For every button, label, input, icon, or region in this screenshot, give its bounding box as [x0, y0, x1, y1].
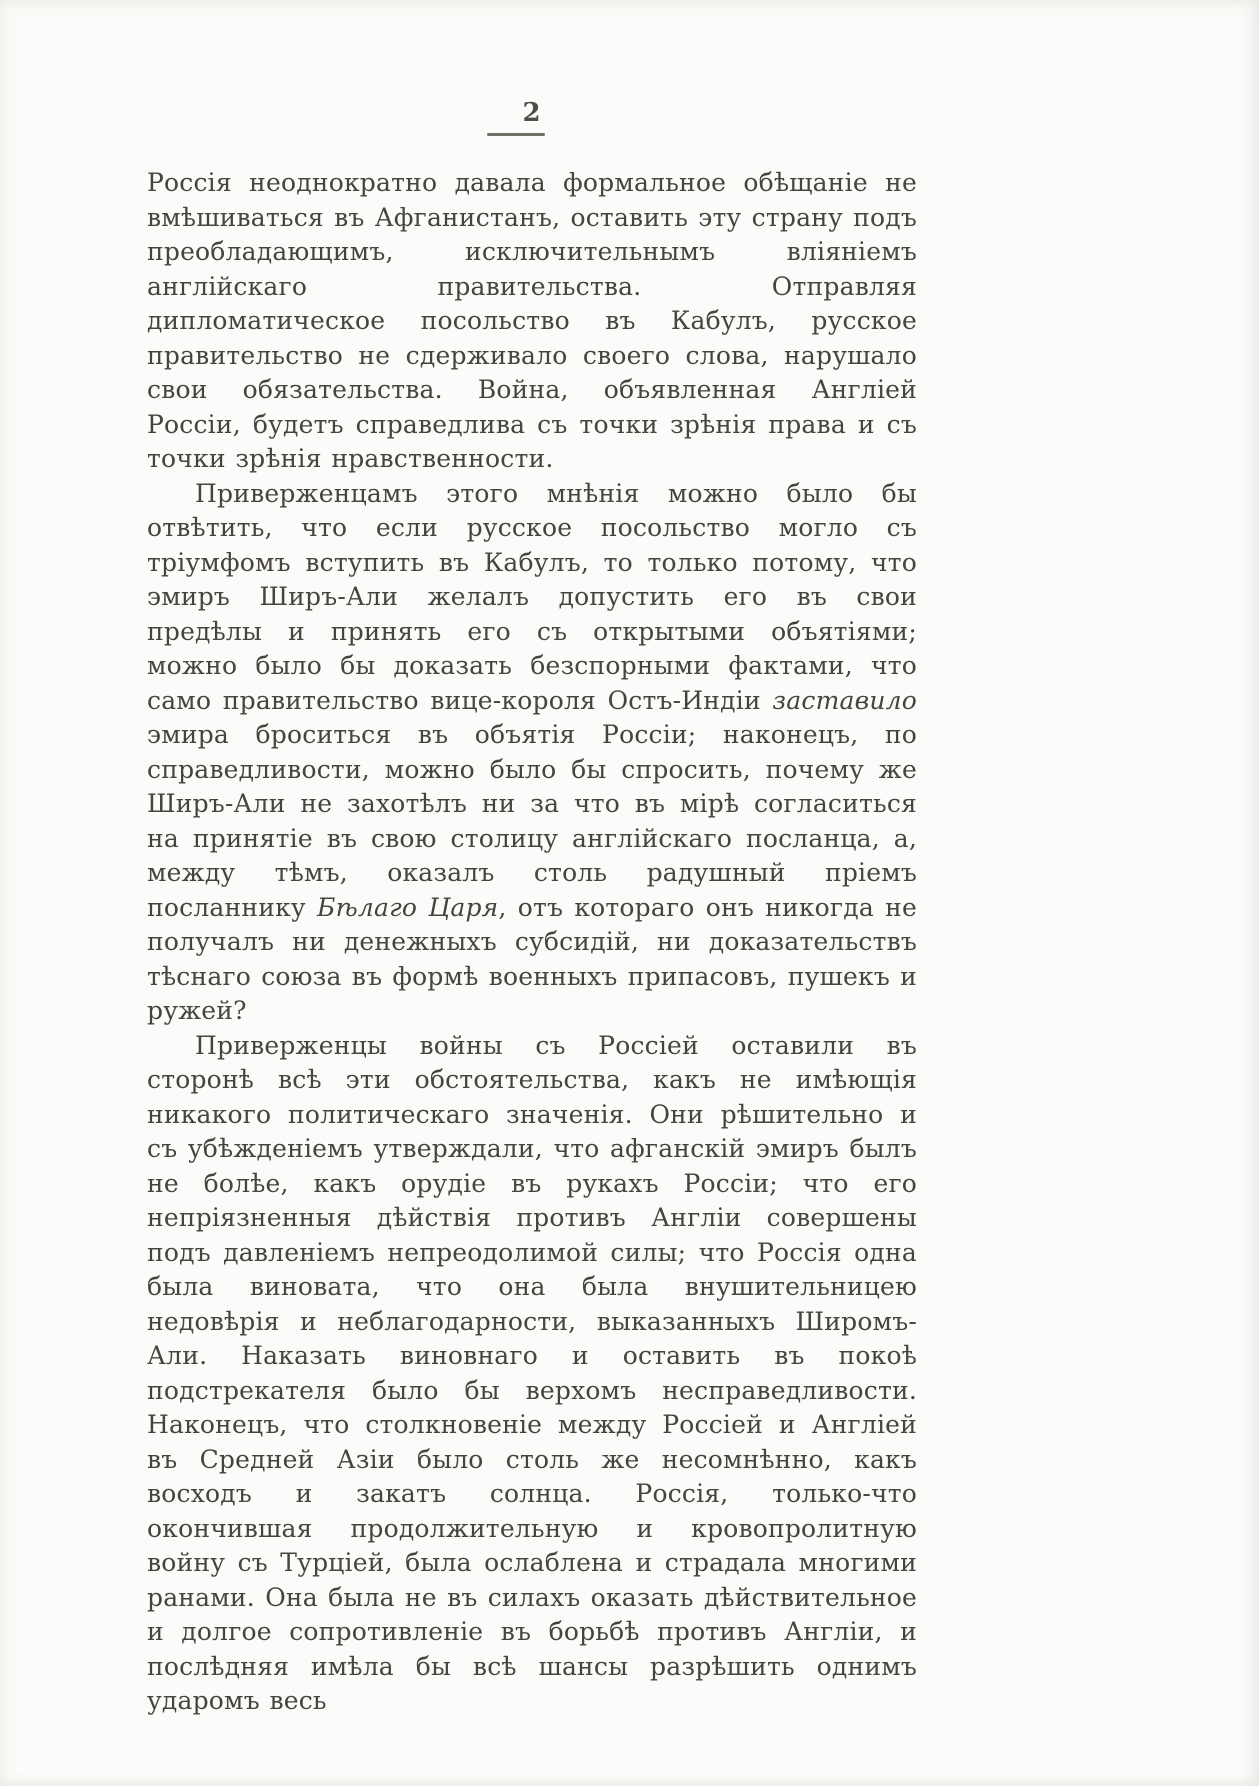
- paragraph: [147, 166, 917, 477]
- page-header: [147, 98, 917, 136]
- page-number-rule: [487, 133, 545, 136]
- text-block: [147, 166, 917, 1719]
- text-run: , отъ котораго онъ никогда не получалъ ни денежныхъ субсидій, ни доказательствъ тѣснаго союза въ формѣ военныхъ припасовъ, пушекъ и ружей?: [147, 892, 917, 1025]
- text-run: Приверженцамъ этого мнѣнія можно было бы отвѣтить, что если русское посольство могло съ тріумфомъ вступить въ Кабулъ, то только потому, что эмиръ Ширъ-Али желалъ допустить его въ свои предѣлы и принять его съ открытыми объятіями; можно было бы доказать безспорными фактами, что само правительство вице-короля Остъ-Индіи: [147, 478, 917, 715]
- text-run: Россія неоднократно давала формальное обѣщаніе не вмѣшиваться въ Афганистанъ, оставить эту страну подъ преобладающимъ, исключительнымъ вліяніемъ англійскаго правительства. Отправляя дипломатическое посольство въ Кабулъ, русское правительство не сдерживало своего слова, нарушало свои обязательства. Война, объявленная Англіей Россіи, будетъ справедлива съ точки зрѣнія права и съ точки зрѣнія нравственности.: [147, 168, 917, 473]
- paragraph: [147, 1029, 917, 1719]
- text-run: эмира броситься въ объятія Россіи; наконецъ, по справедливости, можно было бы спросить, почему же Ширъ-Али не захотѣлъ ни за что въ мірѣ согласиться на принятіе въ свою столицу англійскаго посланца, а, между тѣмъ, оказалъ столь радушный пріемъ посланнику: [147, 720, 917, 922]
- page-number: 2: [522, 98, 542, 128]
- text-run: Приверженцы войны съ Россіей оставили въ сторонѣ всѣ эти обстоятельства, какъ не имѣющія никакого политическаго значенія. Они рѣшительно и съ убѣжденіемъ утверждали, что афганскій эмиръ былъ не болѣе, какъ орудіе въ рукахъ Россіи; что его непріязненныя дѣйствія противъ Англіи совершены подъ давленіемъ непреодолимой силы; что Россія одна была виновата, что она была внушительницею недовѣрія и неблагодарности, выказанныхъ Широмъ-Али. Наказать виновнаго и оставить въ покоѣ подстрекателя было бы верхомъ несправедливости. Наконецъ, что столкновеніе между Россіей и Англіей въ Средней Азіи было столь же несомнѣнно, какъ восходъ и закатъ солнца. Россія, только-что окончившая продолжительную и кровопролитную войну съ Турціей, была ослаблена и страдала многими ранами. Она была не въ силахъ оказать дѣйствительное и долгое сопротивленіе въ борьбѣ противъ Англіи, и послѣдняя имѣла бы всѣ шансы разрѣшить однимъ ударомъ весь: [147, 1030, 917, 1715]
- emphasized-text: заставило: [772, 685, 917, 715]
- emphasized-text: Бѣлаго Царя: [317, 892, 499, 922]
- paragraph: [147, 477, 917, 1029]
